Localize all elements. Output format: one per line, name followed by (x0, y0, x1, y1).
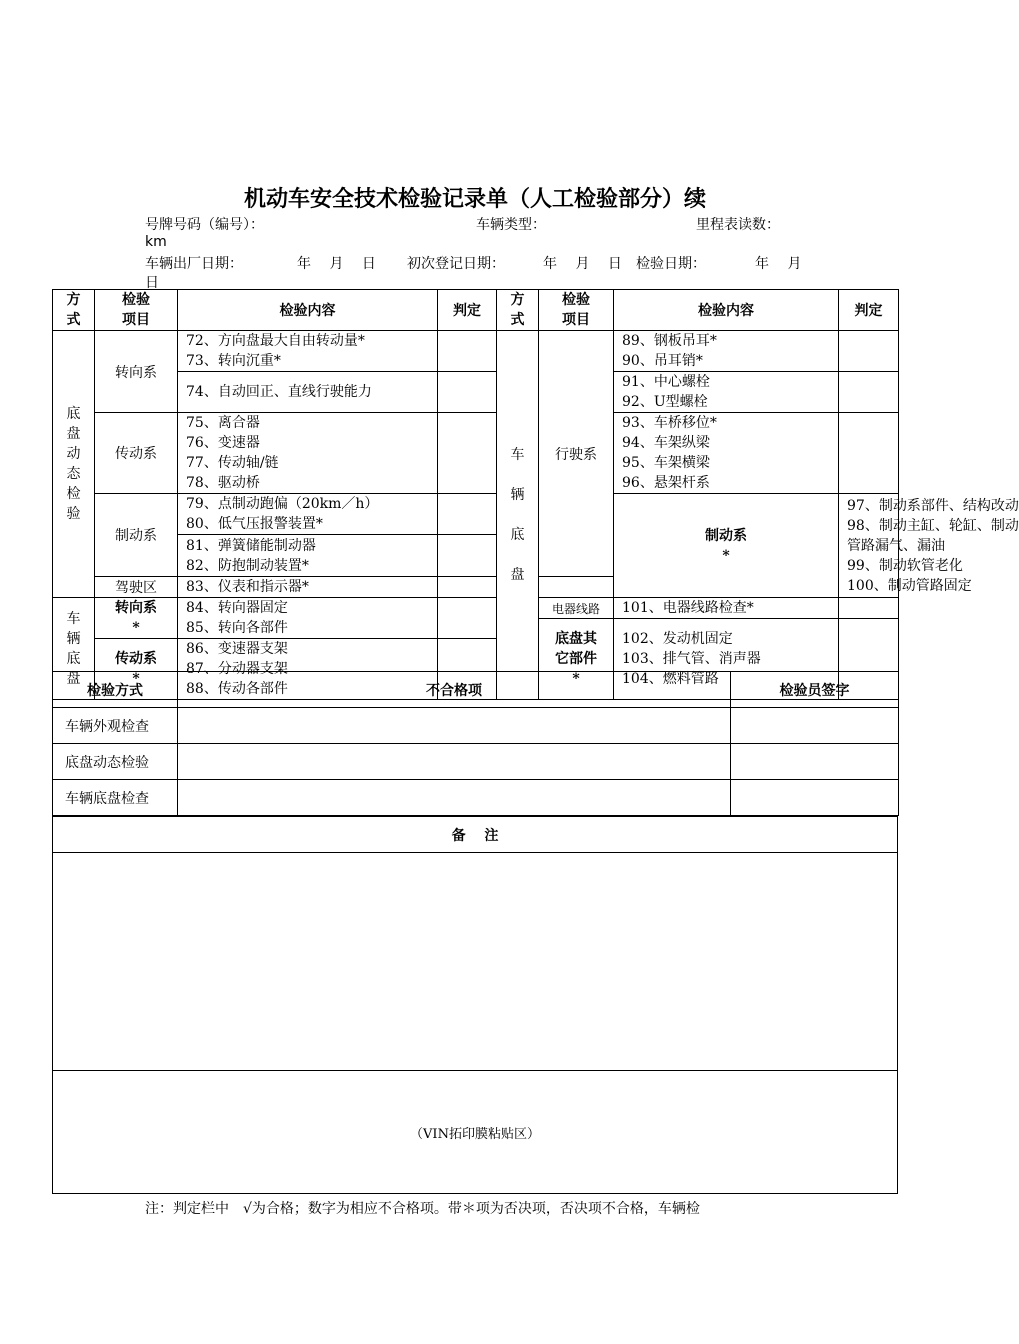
signature-cell[interactable] (731, 744, 899, 780)
item-cell: 89、钢板吊耳* 90、吊耳销* (614, 331, 839, 372)
header-method-left: 方 式 (53, 290, 95, 331)
summary-row-label: 车辆底盘检查 (53, 780, 178, 816)
item-cell: 81、弹簧储能制动器 82、防抱制动装置* (178, 535, 438, 577)
verdict-cell[interactable] (839, 413, 899, 494)
header-verdict-left: 判定 (438, 290, 497, 331)
verdict-cell[interactable] (438, 577, 497, 598)
item-cell: 102、发动机固定 103、排气管、消声器 104、燃料管路 (614, 619, 839, 700)
vin-paste-label: （VIN拓印膜粘贴区） (410, 1126, 540, 1142)
verdict-cell[interactable] (438, 535, 497, 577)
signature-cell[interactable] (731, 780, 899, 816)
item-cell: 86、变速器支架 87、分动器支架 88、传动各部件 (178, 639, 438, 700)
item-cell: 91、中心螺栓 92、U型螺栓 (614, 372, 839, 413)
header-item-right: 检验 项目 (539, 290, 614, 331)
method-dynamic: 底 盘 动 态 检 验 (53, 331, 95, 598)
method-chassis: 车 辆 底 盘 (53, 598, 95, 700)
summary-row-label: 底盘动态检验 (53, 744, 178, 780)
vehicle-type-label: 车辆类型： (476, 217, 546, 233)
item-cell: 97、制动系部件、结构改动 98、制动主缸、轮缸、制动 管路漏气、漏油 99、制动软管老化 100、制动管路固定 (839, 494, 899, 598)
header-verdict-right: 判定 (839, 290, 899, 331)
inspection-table (52, 289, 1019, 700)
item-cell: 74、自动回正、直线行驶能力 (178, 372, 438, 413)
summary-row-label: 车辆外观检查 (53, 708, 178, 744)
group-steering-star: 转向系 * (95, 598, 178, 639)
summary-header-method: 检验方式 (53, 672, 178, 708)
verdict-cell[interactable] (438, 372, 497, 413)
group-other: 底盘其 它部件 * (539, 619, 614, 700)
item-cell: 93、车桥移位* 94、车架纵梁 95、车架横梁 96、悬架杆系 (614, 413, 839, 494)
vin-paste-area (53, 1071, 898, 1194)
item-cell: 84、转向器固定 85、转向各部件 (178, 598, 438, 639)
header-content-left: 检验内容 (178, 290, 438, 331)
signature-cell[interactable] (731, 708, 899, 744)
verdict-cell[interactable] (839, 331, 899, 372)
group-transmission: 传动系 (95, 413, 178, 494)
header-method-right: 方 式 (497, 290, 539, 331)
verdict-cell[interactable] (438, 331, 497, 372)
item-cell: 83、仪表和指示器* (178, 577, 438, 598)
verdict-cell[interactable] (839, 372, 899, 413)
group-cab: 驾驶区 (95, 577, 178, 598)
verdict-cell[interactable] (438, 494, 497, 535)
item-cell: 101、电器线路检查* (614, 598, 839, 619)
check-date-day: 日 (145, 275, 159, 291)
odometer-label: 里程表读数： (696, 217, 780, 233)
factory-date-label: 车辆出厂日期： (145, 256, 243, 272)
method-right: 车 辆 底 盘 (497, 331, 539, 700)
item-cell: 79、点制动跑偏（20km／h） 80、低气压报警装置* (178, 494, 438, 535)
summary-header-fail: 不合格项 (178, 672, 731, 708)
check-date-label: 检验日期： (636, 256, 706, 272)
header-item-left: 检验 项目 (95, 290, 178, 331)
fail-items-cell[interactable] (178, 780, 731, 816)
remarks-header: 备 注 (53, 817, 898, 853)
first-reg-label: 初次登记日期： (407, 256, 505, 272)
check-date-parts: 年 月 (755, 256, 802, 272)
factory-date-parts: 年 月 日 (297, 256, 376, 272)
fail-items-cell[interactable] (178, 708, 731, 744)
fail-items-cell[interactable] (178, 744, 731, 780)
group-running: 行驶系 (539, 331, 614, 577)
remarks-table (52, 816, 898, 1194)
header-content-right: 检验内容 (614, 290, 839, 331)
first-reg-parts: 年 月 日 (543, 256, 622, 272)
group-electric: 电器线路 (539, 598, 614, 619)
plate-label: 号牌号码（编号）： (145, 217, 264, 233)
verdict-cell[interactable] (438, 413, 497, 494)
verdict-cell[interactable] (839, 598, 899, 619)
group-steering: 转向系 (95, 331, 178, 413)
group-transmission-star: 传动系 * (95, 639, 178, 700)
footnote: 注：判定栏中 √为合格；数字为相应不合格项。带＊项为否决项，否决项不合格，车辆检 (145, 1201, 700, 1217)
summary-table (52, 671, 899, 816)
item-cell: 75、离合器 76、变速器 77、传动轴/链 78、驱动桥 (178, 413, 438, 494)
page-title: 机动车安全技术检验记录单（人工检验部分）续 (243, 186, 706, 212)
group-brake: 制动系 (95, 494, 178, 577)
item-cell: 72、方向盘最大自由转动量* 73、转向沉重* (178, 331, 438, 372)
summary-header-sign: 检验员签字 (731, 672, 899, 708)
remarks-area[interactable] (53, 853, 898, 1071)
group-brake-right: 制动系 * (614, 494, 839, 598)
verdict-cell[interactable] (438, 598, 497, 639)
odometer-unit: km (145, 234, 167, 250)
